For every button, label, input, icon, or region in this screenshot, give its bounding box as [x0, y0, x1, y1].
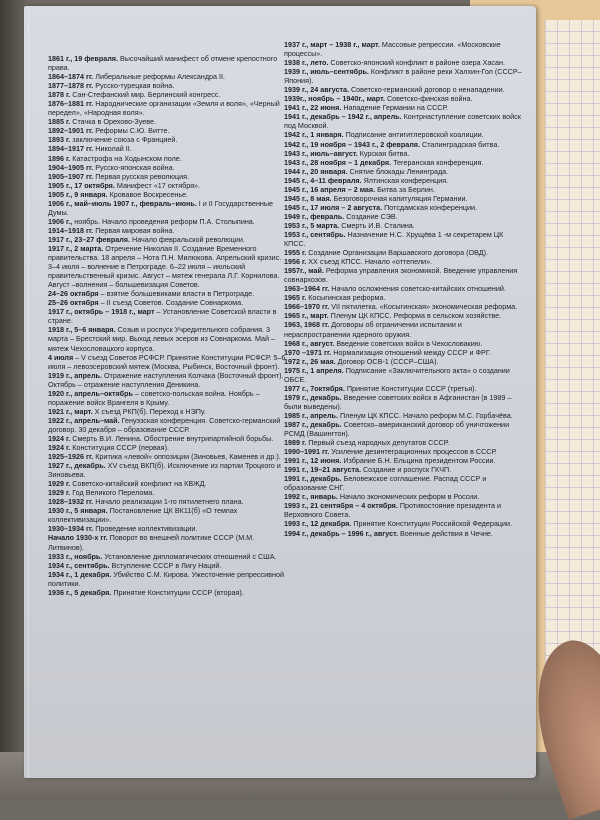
- entry-text: Советско-китайский конфликт на КВЖД.: [70, 479, 207, 489]
- entry-text: Противостояние президента и Верховного Совета.: [284, 501, 501, 520]
- chronology-entry: [48, 72, 288, 81]
- entry-date: 1918 г., 5–6 января.: [48, 325, 116, 335]
- entry-date: 1944 г., 20 января.: [284, 166, 348, 176]
- entry-date: 1892–1901 гг.: [48, 126, 94, 136]
- entry-date: 1943 г., июль–август.: [284, 148, 358, 158]
- chronology-entry: [284, 266, 524, 284]
- entry-text: Стачка в Орехово-Зуеве.: [70, 117, 157, 127]
- chronology-entry: [284, 320, 524, 338]
- entry-date: 1945 г., 17 июля – 2 августа.: [284, 202, 383, 212]
- entry-date: 1876–1881 гг.: [48, 99, 94, 109]
- entry-date: 24–26 октября: [48, 289, 99, 299]
- entry-text: Советско–американский договор об уничтожении РСМД (Вашингтон).: [284, 419, 510, 439]
- entry-text: Принятие Конституции СССР (третья).: [344, 383, 477, 393]
- chronology-entry: [48, 353, 288, 371]
- entry-text: – взятие большевиками власти в Петрограде.: [98, 289, 255, 299]
- entry-date: 1956 г.: [284, 257, 307, 267]
- entry-date: 1925–1926 гг.: [48, 452, 94, 462]
- entry-text: Генуэзская конференция. Советско-германский договор. 30 декабря – образование СССР.: [48, 415, 281, 434]
- entry-text: Пленум ЦК КПСС. Начало реформ М.С. Горбачёва.: [337, 410, 513, 420]
- chronology-entry: [284, 366, 524, 384]
- entry-date: 1930 г., 5 января.: [48, 506, 108, 516]
- chronology-entry: [48, 461, 288, 479]
- entry-date: 1906 г.,: [48, 216, 73, 226]
- chronology-entry: [284, 149, 524, 158]
- entry-text: Отречение Николая II. Создание Временного правительства. 18 апреля – Нота П.Н. Милюкова. Апрельский кризис. 3–4 июля – волнение в Петрограде. 6–22 июля – июльский правительственный кризис. Август – мятеж генерала Л.Г. Корнилова. Август –волнения – большевизация Советов.: [48, 243, 282, 290]
- chronology-entry: [284, 112, 524, 130]
- entry-text: Беловежское соглашение. Распад СССР и образование СНГ.: [284, 474, 487, 493]
- entry-text: Смерть И.В. Сталина.: [339, 220, 415, 230]
- entry-date: 1970 –1971 гг.: [284, 347, 332, 357]
- entry-text: Усиление дезинтеграционных процессов в СССР.: [329, 447, 497, 457]
- entry-text: Назначение Н.С. Хрущёва 1 -м секретарем ЦК КПСС.: [284, 229, 504, 249]
- chronology-entry: [48, 506, 288, 524]
- entry-date: 1894–1917 гг.: [48, 144, 94, 154]
- entry-text: Первый съезд народных депутатов СССР.: [306, 438, 450, 448]
- entry-text: Начало осложнения советско-китайских отношений.: [329, 284, 506, 294]
- entry-date: 1893 г.: [48, 135, 71, 145]
- entry-text: Проведение коллективизации.: [93, 524, 198, 534]
- chronology-entry: [48, 172, 288, 181]
- entry-text: Сан-Стефанский мир. Берлинский конгресс.: [70, 90, 221, 100]
- chronology-entry: [284, 393, 524, 411]
- entry-text: Потсдамская конференции.: [382, 202, 478, 212]
- entry-text: Смерть В.И. Ленина. Обострение внутрипартийной борьбы.: [70, 433, 274, 443]
- entry-text: Постановление ЦК ВК11(б) «О темпах коллективизации».: [48, 506, 238, 525]
- entry-text: Год Великого Перелома.: [70, 488, 155, 498]
- background-grid-paper: [545, 20, 600, 740]
- entry-text: XX съезд КПСС. Начало «оттепели».: [306, 257, 433, 267]
- entry-text: Установление дипломатических отношений с США.: [102, 551, 277, 561]
- entry-date: 1942 г., 1 января.: [284, 130, 344, 140]
- entry-date: 1920 г., апрель–октябрь: [48, 388, 133, 398]
- chronology-entry: [284, 501, 524, 519]
- entry-date: 1963–1964 гг.: [284, 284, 330, 294]
- chronology-entry: [284, 212, 524, 221]
- entry-date: 1979 г., декабрь.: [284, 392, 342, 402]
- chronology-entry: [284, 384, 524, 393]
- entry-date: 1966–1970 гг.: [284, 302, 330, 312]
- chronology-entry: [48, 163, 288, 172]
- chronology-entry: [48, 154, 288, 163]
- entry-date: 1864–1874 гг.: [48, 72, 94, 82]
- entry-date: 1937 г., март – 1938 г., март.: [284, 40, 380, 49]
- entry-date: 1933 г., ноябрь.: [48, 551, 103, 561]
- chronology-entry: [48, 371, 288, 389]
- entry-text: Ялтинская конференция.: [361, 175, 449, 185]
- chronology-entry: [284, 257, 524, 266]
- entry-text: Косыгинская реформа.: [306, 293, 386, 303]
- entry-text: – Установление Советской власти в стране.: [48, 307, 277, 326]
- entry-date: 1968 г., август.: [284, 338, 335, 348]
- entry-date: 1994 г., декабрь – 1996 г., август.: [284, 528, 399, 538]
- chronology-entry: [48, 443, 288, 452]
- chronology-entry: [284, 40, 524, 58]
- chronology-entry: [284, 456, 524, 465]
- entry-text: Манифест «17 октября».: [114, 180, 201, 190]
- entry-text: Вступление СССР в Лигу Наций.: [109, 560, 222, 570]
- entry-text: Снятие блокады Ленинграда.: [347, 166, 449, 176]
- chronology-entry: [48, 217, 288, 226]
- entry-date: 1989 г.: [284, 438, 307, 448]
- entry-text: Русско-японская война.: [93, 162, 175, 172]
- chronology-entry: [284, 411, 524, 420]
- entry-date: 1965 г.: [284, 293, 307, 303]
- entry-text: X съезд РКП(б). Переход к НЭПу.: [92, 406, 206, 416]
- entry-text: Создание Организации Варшавского договора (ОВД).: [306, 248, 488, 258]
- entry-date: 1941 г., декабрь – 1942 г., апрель.: [284, 112, 402, 122]
- entry-text: Народнические организации «Земля и воля», «Черный передел», «Народная воля».: [48, 99, 280, 118]
- entry-text: Договор ОСВ-1 (СССР–США).: [335, 356, 439, 366]
- entry-text: Тегеранская конференция.: [391, 157, 484, 167]
- chronology-entry: [284, 185, 524, 194]
- entry-date: 1924 г.: [48, 443, 71, 453]
- entry-text: VII пятилетка. «Косыгинская» экономическая реформа.: [329, 302, 518, 312]
- chronology-entry: [48, 289, 288, 298]
- entry-text: Советско-германский договор о ненападении.: [348, 85, 505, 95]
- entry-date: 1934 г., сентябрь.: [48, 560, 110, 570]
- entry-text: Нормализация отношений между СССР и ФРГ.: [331, 347, 491, 357]
- entry-date: 1905 г., 9 января.: [48, 189, 108, 199]
- entry-text: Катастрофа на Ходынском поле.: [70, 153, 182, 163]
- entry-date: 1919 г., апрель.: [48, 370, 102, 380]
- chronology-entry: [48, 389, 288, 407]
- entry-date: 1921 г., март.: [48, 406, 93, 416]
- entry-date: 1993 г., 21 сентября – 4 октября.: [284, 501, 398, 511]
- entry-text: Убийство С.М. Кирова. Ужесточение репрессивной политики.: [48, 569, 284, 588]
- entry-date: 1975 г., 1 апреля.: [284, 365, 344, 375]
- entry-text: Советско-японский конфликт в районе озера Хасан.: [328, 58, 505, 68]
- chronology-entry: [284, 94, 524, 103]
- left-column-chronology: [48, 54, 288, 597]
- entry-text: Высочайший манифест об отмене крепостного права.: [48, 54, 278, 73]
- chronology-entry: [48, 81, 288, 90]
- chronology-entry: [48, 126, 288, 135]
- entry-text: Конфликт в районе реки Халхин-Гол (СССР–Япония).: [284, 67, 522, 86]
- chronology-entry: [284, 348, 524, 357]
- entry-text: Первая мировая война.: [93, 225, 175, 235]
- chronology-entry: [48, 99, 288, 117]
- chronology-entry: [48, 325, 288, 352]
- entry-text: Кровавое Воскресенье.: [107, 189, 189, 199]
- entry-text: Отражение наступления Колчака (Восточный фронт). Октябрь – отражение наступления Деникина.: [48, 370, 284, 389]
- chronology-entry: [48, 416, 288, 434]
- entry-date: 1942 г., 19 ноября – 1943 г., 2 февраля.: [284, 139, 420, 149]
- chronology-entry: [284, 140, 524, 149]
- chronology-entry: [284, 284, 524, 293]
- chronology-entry: [48, 407, 288, 416]
- entry-text: Первая русская революция.: [93, 171, 190, 181]
- entry-text: Либеральные реформы Александра II.: [93, 72, 226, 82]
- chronology-entry: [48, 561, 288, 570]
- entry-text: Создание и роспуск ГКЧП.: [360, 465, 452, 475]
- chronology-entry: [284, 67, 524, 85]
- entry-date: 1985 г., апрель.: [284, 410, 338, 420]
- entry-date: 1953 г., сентябрь.: [284, 229, 346, 239]
- entry-text: Массовые репрессии. «Московские процессы».: [284, 40, 501, 59]
- entry-date: 1934 г., 1 декабря.: [48, 569, 112, 579]
- chronology-entry: [284, 311, 524, 320]
- chronology-entry: [284, 103, 524, 112]
- entry-date: 1939г., ноябрь – 1940г., март.: [284, 94, 385, 104]
- entry-date: 1885 г.: [48, 117, 71, 127]
- entry-text: Создание СЭВ.: [344, 211, 398, 221]
- chronology-entry: [48, 488, 288, 497]
- entry-date: 1955 г.: [284, 248, 307, 258]
- entry-date: 1991 г., декабрь.: [284, 474, 342, 484]
- chronology-entry: [48, 235, 288, 244]
- chronology-entry: [48, 181, 288, 190]
- chronology-entry: [48, 199, 288, 217]
- entry-date: 1929 г.: [48, 479, 71, 489]
- entry-date: 1896 г.: [48, 153, 71, 163]
- entry-text: Реформы С.Ю. Витте.: [93, 126, 170, 136]
- entry-date: 25–26 октября: [48, 298, 99, 308]
- entry-text: Начало экономических реформ в России.: [337, 492, 480, 502]
- entry-text: Безоговорочная капитуляция Германии.: [331, 193, 468, 203]
- right-column-chronology: [284, 40, 524, 538]
- chronology-entry: [48, 117, 288, 126]
- entry-date: 1906 г., май–июль 1907 г., февраль–июнь.: [48, 198, 197, 208]
- entry-date: 1928–1932 гг.: [48, 497, 94, 507]
- chronology-entry: [48, 570, 288, 588]
- entry-date: 1943 г., 28 ноября – 1 декабря.: [284, 157, 392, 167]
- entry-date: 1927 г., декабрь.: [48, 461, 106, 471]
- entry-date: 1904–1905 гг.: [48, 162, 94, 172]
- chronology-entry: [284, 230, 524, 248]
- chronology-entry: [48, 298, 288, 307]
- entry-date: 1914–1918 гг.: [48, 225, 94, 235]
- entry-text: I и II Государственные Думы.: [48, 198, 274, 217]
- document-page: [24, 6, 536, 778]
- entry-date: 1977 г., 7октября.: [284, 383, 345, 393]
- entry-text: Созыв и роспуск Учредительного собрания. 3 марта – Брестский мир. Выход левых эсеров из Совнаркома. Май – мятеж Чехословацкого корпуса.: [48, 325, 276, 353]
- chronology-entry: [48, 524, 288, 533]
- chronology-entry: [48, 552, 288, 561]
- entry-text: Критика «левой» оппозиции (Зиновьев, Каменев и др.).: [93, 452, 281, 462]
- chronology-entry: [284, 176, 524, 185]
- entry-date: 1991 г., 12 июня.: [284, 456, 342, 466]
- chronology-entry: [48, 307, 288, 325]
- entry-date: 1992 г., январь.: [284, 492, 338, 502]
- chronology-entry: [284, 58, 524, 67]
- entry-date: 1939 г., июль–сентябрь.: [284, 67, 369, 77]
- entry-date: 1941 г., 22 июня.: [284, 103, 342, 113]
- entry-date: 1945 г., 4–11 февраля.: [284, 175, 362, 185]
- chronology-entry: [48, 533, 288, 551]
- chronology-entry: [284, 529, 524, 538]
- chronology-entry: [284, 167, 524, 176]
- entry-text: Сталинградская битва.: [420, 139, 500, 149]
- chronology-entry: [284, 420, 524, 438]
- chronology-entry: [284, 293, 524, 302]
- chronology-entry: [284, 248, 524, 257]
- entry-date: 1924 г.: [48, 433, 71, 443]
- entry-date: 1930–1934 гг.: [48, 524, 94, 534]
- entry-text: Советско-финская война.: [384, 94, 473, 104]
- entry-date: 1936 г., 5 декабря.: [48, 587, 112, 597]
- chronology-entry: [284, 339, 524, 348]
- entry-date: 1905 г., 17 октября.: [48, 180, 115, 190]
- entry-text: Принятие Конституции СССР (вторая).: [111, 587, 244, 597]
- entry-date: 1949 г., февраль.: [284, 211, 345, 221]
- entry-text: Договоры об ограничении испытании и нераспространении ядерного оружия.: [284, 320, 462, 339]
- entry-text: Реформа управления экономикой. Введение управления совнархозов.: [284, 266, 518, 285]
- entry-date: 1945 г., 16 апреля – 2 мая.: [284, 184, 376, 194]
- chronology-entry: [48, 588, 288, 597]
- entry-text: Принятие Конституции Российской Федерации.: [351, 519, 512, 529]
- entry-text: Нападение Германии на СССР.: [341, 103, 448, 113]
- chronology-entry: [284, 85, 524, 94]
- entry-text: Начало февральской революции.: [130, 234, 245, 244]
- entry-date: Начало 1930-х гг.: [48, 533, 108, 543]
- entry-date: 1929 г.: [48, 488, 71, 498]
- entry-date: 1861 г., 19 февраля.: [48, 54, 118, 63]
- entry-date: 1938 г., лето.: [284, 58, 329, 68]
- chronology-entry: [48, 144, 288, 153]
- entry-text: Военные действия в Чечне.: [398, 528, 493, 538]
- chronology-entry: [48, 479, 288, 488]
- entry-text: – советско-польская война. Ноябрь – поражение войск Врангеля в Крыму.: [48, 388, 260, 407]
- entry-date: 1878 г.: [48, 90, 71, 100]
- chronology-entry: [48, 135, 288, 144]
- entry-date: 1957г., май.: [284, 266, 324, 276]
- chronology-entry: [284, 302, 524, 311]
- entry-text: Введение советских войск в Чехословакию.: [334, 338, 483, 348]
- entry-text: Введение советских войск в Афганистан (в 1989 – были выведены).: [284, 392, 512, 411]
- entry-date: 1990–1991 гг.: [284, 447, 330, 457]
- chronology-entry: [284, 194, 524, 203]
- chronology-entry: [284, 221, 524, 230]
- chronology-entry: [48, 434, 288, 443]
- chronology-entry: [48, 54, 288, 72]
- entry-text: Пленум ЦК КПСС. Реформа в сельском хозяйстве.: [328, 311, 502, 321]
- entry-text: – II съезд Советов. Создание Совнаркома.: [98, 298, 244, 308]
- entry-date: 1987 г., декабрь.: [284, 419, 342, 429]
- chronology-entry: [284, 438, 524, 447]
- entry-text: Начало реализации 1-го пятилетнего плана.: [93, 497, 244, 507]
- chronology-entry: [284, 158, 524, 167]
- entry-text: Поворот во внешней политике СССР (М.М. Литвинов).: [48, 533, 255, 552]
- chronology-entry: [48, 497, 288, 506]
- chronology-entry: [48, 90, 288, 99]
- entry-date: 1917 г., 2 марта.: [48, 243, 104, 253]
- chronology-entry: [284, 447, 524, 456]
- entry-date: 1917 г., октябрь – 1918 г., март: [48, 307, 155, 317]
- entry-date: 1963, 1968 гг.: [284, 320, 330, 330]
- chronology-entry: [48, 226, 288, 235]
- entry-date: 4 июля: [48, 352, 74, 362]
- entry-text: ноябрь. Начало проведения реформ П.А. Столыпина.: [72, 216, 255, 226]
- entry-date: 1991 г., 19–21 августа.: [284, 465, 361, 475]
- entry-date: 1993 г., 12 декабря.: [284, 519, 352, 529]
- entry-text: Конституция СССР (первая).: [70, 443, 169, 453]
- entry-text: заключение союза с Францией.: [70, 135, 178, 145]
- chronology-entry: [284, 519, 524, 528]
- entry-date: 1877–1878 гг.: [48, 81, 94, 91]
- chronology-entry: [284, 130, 524, 139]
- chronology-entry: [284, 357, 524, 366]
- entry-date: 1939 г., 24 августа.: [284, 85, 349, 95]
- entry-text: Подписание антигитлеровской коалиции.: [343, 130, 484, 140]
- entry-text: Избрание Б.Н. Ельцина президентом России.: [341, 456, 496, 466]
- entry-text: XV съезд ВКП(б). Исключение из партии Троцкого и Зиновьева.: [48, 461, 281, 480]
- entry-text: Николай II.: [93, 144, 132, 154]
- entry-date: 1917 г., 23–27 февраля.: [48, 234, 130, 244]
- entry-text: Курская битва.: [357, 148, 410, 158]
- entry-text: Битва за Берлин.: [375, 184, 435, 194]
- chronology-entry: [284, 474, 524, 492]
- chronology-entry: [284, 492, 524, 501]
- entry-text: Контрнаступление советских войск под Москвой.: [284, 112, 521, 131]
- chronology-entry: [48, 244, 288, 289]
- page-edge: [28, 6, 29, 778]
- entry-text: Подписание «Заключительного акта» о создании ОБСЕ.: [284, 365, 510, 384]
- entry-text: – V съезд Советов РСФСР. Принятие Конституции РСФСР. 5–6 июля – левоэсеровский мятеж (Москва, Рыбинск, Восточный фронт).: [48, 352, 286, 371]
- chronology-entry: [48, 452, 288, 461]
- chronology-entry: [284, 203, 524, 212]
- entry-date: 1922 г., апрель–май.: [48, 415, 120, 425]
- entry-date: 1972 г., 26 мая.: [284, 356, 336, 366]
- entry-date: 1965 г., март.: [284, 311, 329, 321]
- entry-date: 1905–1907 гг.: [48, 171, 94, 181]
- chronology-entry: [284, 465, 524, 474]
- entry-date: 1953 г., 5 марта.: [284, 220, 340, 230]
- chronology-entry: [48, 190, 288, 199]
- entry-date: 1945 г., 8 мая.: [284, 193, 332, 203]
- entry-text: Русско-турецкая война.: [93, 81, 175, 91]
